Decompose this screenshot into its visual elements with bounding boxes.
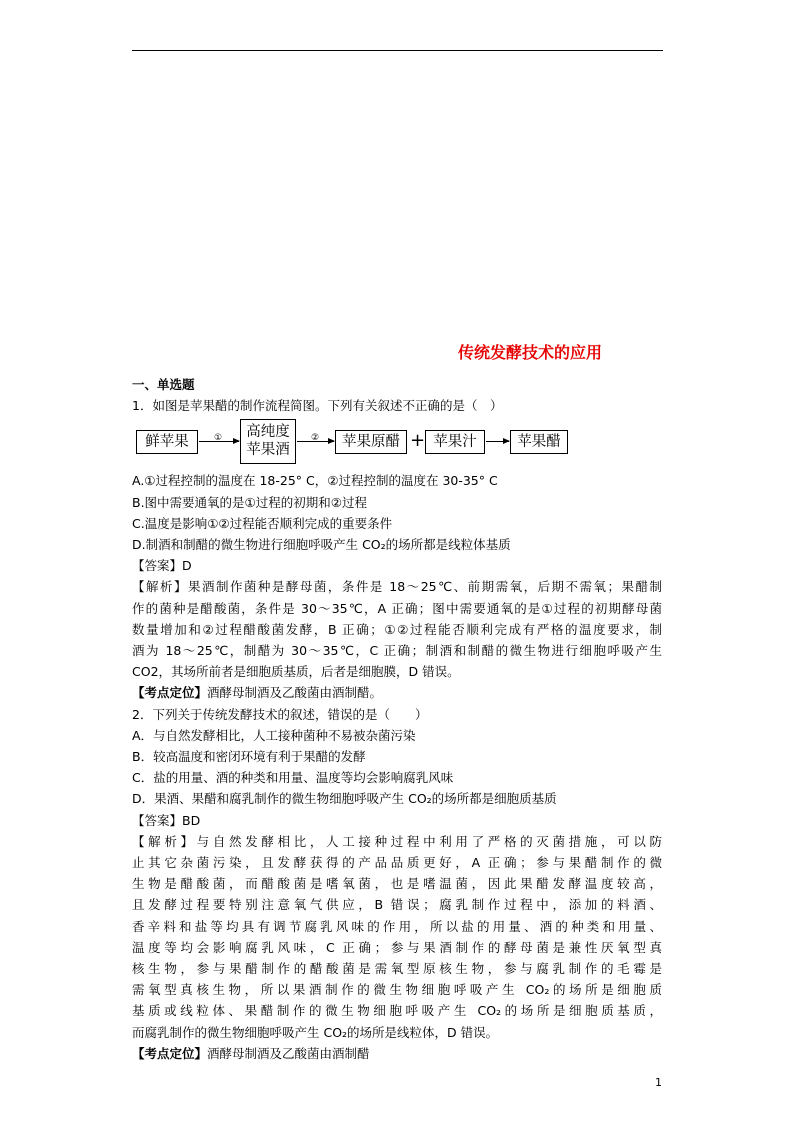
flow-box-apple-vinegar: 苹果醋: [510, 430, 568, 454]
question-2-analysis-line: 而腐乳制作的微生物细胞呼吸产生 CO₂的场所是线粒体，D 错误。: [132, 1024, 499, 1040]
flow-diagram: [132, 418, 662, 470]
flow-box-apple-wine: [240, 419, 296, 464]
page-number: 1: [655, 1076, 662, 1089]
question-1-answer: 【答案】D: [132, 558, 192, 574]
question-2-kaodian: [132, 1043, 662, 1064]
question-2-analysis-line: 止其它杂菌污染，且发酵获得的产品品质更好，A 正确；参与果醋制作的微: [132, 855, 662, 871]
flow-step-1-label: ①: [214, 433, 223, 444]
document-title: 传统发酵技术的应用: [458, 343, 603, 362]
question-2-analysis-line: 【解析】与自然发酵相比，人工接种过程中利用了严格的灭菌措施，可以防: [132, 833, 662, 849]
question-2-analysis-line: 生物是醋酸菌，而醋酸菌是嗜氧菌，也是嗜温菌，因此果醋发酵温度较高，: [132, 876, 662, 892]
flow-box-apple-wine-line1: 高纯度: [246, 424, 290, 441]
question-1-kaodian: [132, 682, 662, 703]
flow-box-apple-wine-line2: 苹果酒: [246, 442, 290, 459]
question-1-stem: 1．如图是苹果醋的制作流程简图。下列有关叙述不正确的是（ ）: [132, 398, 503, 414]
question-2-analysis-line: 核生物，参与果醋制作的醋酸菌是需氧型原核生物，参与腐乳制作的毛霉是: [132, 961, 662, 977]
flow-box-raw-vinegar: 苹果原醋: [335, 430, 407, 454]
flow-box-apple-juice: 苹果汁: [425, 430, 485, 454]
question-1-analysis-line: 【解析】果酒制作菌种是酵母菌，条件是 18～25℃、前期需氧，后期不需氧；果醋制: [132, 579, 662, 595]
question-2-option-d: D．果酒、果醋和腐乳制作的微生物细胞呼吸产生 CO₂的场所都是细胞质基质: [132, 791, 557, 807]
question-2-kaodian-text: 酒酵母制酒及乙酸菌由酒制醋: [207, 1045, 370, 1061]
flow-plus-sign: +: [410, 430, 426, 452]
question-1-analysis-line: 酒为 18～25℃，制醋为 30～35℃，C 正确；制酒和制醋的微生物进行细胞呼吸产生: [132, 643, 662, 659]
document-body: [132, 374, 662, 1064]
question-2-stem: 2．下列关于传统发酵技术的叙述，错误的是（ ）: [132, 706, 428, 722]
flow-arrow-3: [486, 441, 509, 442]
question-2-answer: 【答案】BD: [132, 812, 201, 828]
question-1-option-d: D.制酒和制醋的微生物进行细胞呼吸产生 CO₂的场所都是线粒体基质: [132, 537, 511, 553]
question-2-option-c: C．盐的用量、酒的种类和用量、温度等均会影响腐乳风味: [132, 770, 454, 786]
question-2-analysis-line: 需氧型真核生物，所以果酒制作的微生物细胞呼吸产生 CO₂的场所是细胞质: [132, 982, 662, 998]
question-2-analysis-line: 基质或线粒体、果醋制作的微生物细胞呼吸产生 CO₂的场所是细胞质基质，: [132, 1003, 662, 1019]
question-2-option-a: A．与自然发酵相比，人工接种菌种不易被杂菌污染: [132, 727, 416, 743]
section-heading: 一、单选题: [132, 377, 195, 392]
question-1-kaodian-label: 【考点定位】: [132, 685, 208, 701]
question-2-kaodian-label: 【考点定位】: [132, 1045, 208, 1061]
question-1-option-c: C.温度是影响①②过程能否顺利完成的重要条件: [132, 515, 393, 531]
header-rule: [132, 50, 663, 51]
question-1-analysis-line: 作的菌种是醋酸菌，条件是 30～35℃，A 正确；图中需要通氧的是①过程的初期酵母菌: [132, 600, 662, 616]
question-1-analysis-line: CO2，其场所前者是细胞质基质，后者是细胞膜，D 错误。: [132, 664, 460, 680]
question-2-analysis-line: 且发酵过程要特别注意氧气供应，B 错误；腐乳制作过程中，添加的料酒、: [132, 897, 662, 913]
question-2-analysis-line: 温度等均会影响腐乳风味，C 正确；参与果酒制作的酵母菌是兼性厌氧型真: [132, 939, 662, 955]
flow-step-2-label: ②: [311, 433, 320, 444]
question-1-option-b: B.图中需要通氧的是①过程的初期和②过程: [132, 494, 367, 510]
question-2-option-b: B．较高温度和密闭环境有利于果醋的发酵: [132, 749, 366, 765]
flow-box-fresh-apple: 鲜苹果: [136, 430, 198, 454]
question-2-analysis-line: 香辛料和盐等均具有调节腐乳风味的作用，所以盐的用量、酒的种类和用量、: [132, 918, 662, 934]
question-1-analysis-line: 数量增加和②过程醋酸菌发酵，B 正确；①②过程能否顺利完成有严格的温度要求，制: [132, 621, 662, 637]
question-1-kaodian-text: 酒酵母制酒及乙酸菌由酒制醋。: [207, 685, 383, 701]
question-1-option-a: A.①过程控制的温度在 18-25° C，②过程控制的温度在 30-35° C: [132, 473, 498, 489]
